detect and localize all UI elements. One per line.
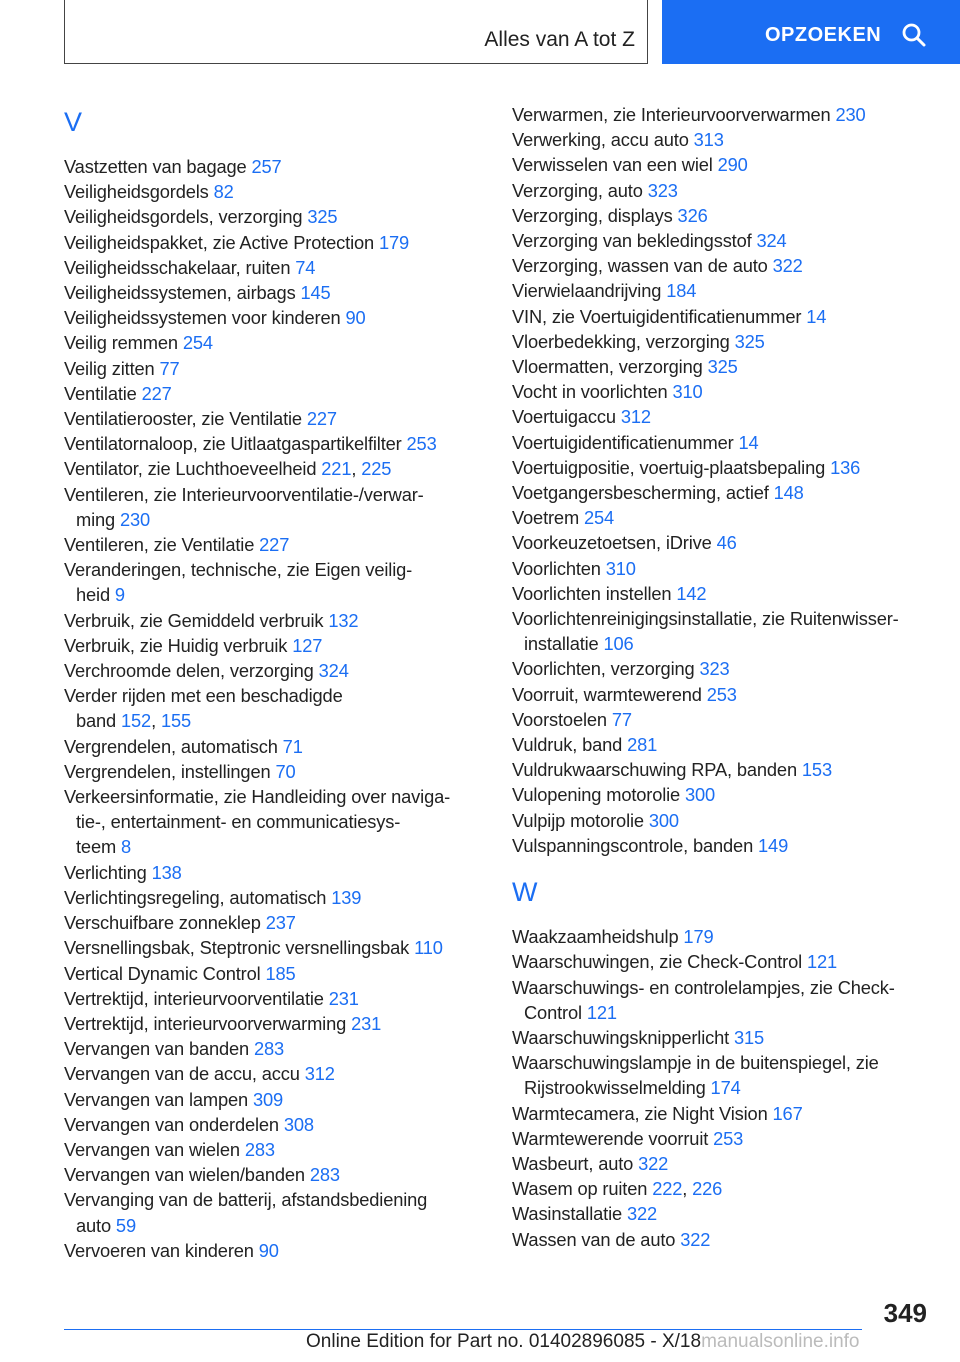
page-link[interactable]: 82 xyxy=(213,181,234,203)
index-entry xyxy=(512,924,932,949)
page-link[interactable]: 323 xyxy=(647,179,678,201)
index-entry-text: Veiligheidssystemen voor kinderen xyxy=(64,307,341,329)
index-entry xyxy=(512,354,932,379)
index-entry-text: Vervangen van lampen xyxy=(64,1088,249,1110)
page-link[interactable]: 71 xyxy=(282,735,303,757)
index-entry xyxy=(512,682,932,707)
index-entry-text: Voorlichten xyxy=(512,557,601,579)
index-entry-text: Vulopening motorolie xyxy=(512,784,681,806)
search-icon xyxy=(901,22,927,48)
page-link[interactable]: 300 xyxy=(685,784,716,806)
page-link[interactable]: 283 xyxy=(309,1164,340,1186)
index-entry xyxy=(64,784,484,860)
index-entry-text: Vocht in voorlichten xyxy=(512,381,668,403)
index-entry-text: Wasbeurt, auto xyxy=(512,1152,634,1174)
page-link[interactable]: 254 xyxy=(182,332,213,354)
index-entry-text: Voorstoelen xyxy=(512,708,607,730)
index-entry-text: Vergrendelen, instellingen xyxy=(64,760,271,782)
page-link[interactable]: 313 xyxy=(693,129,724,151)
index-entry xyxy=(64,154,484,179)
index-entry xyxy=(64,305,484,330)
page-link[interactable]: 323 xyxy=(699,658,730,680)
index-entry-text: Ventilatierooster, zie Ventilatie xyxy=(64,408,302,430)
index-entry xyxy=(512,1151,932,1176)
index-entry-text: Veiligheidspakket, zie Active Protection xyxy=(64,231,375,253)
section-letter: W xyxy=(512,877,538,908)
page-link[interactable]: 90 xyxy=(345,307,366,329)
index-entry xyxy=(512,732,932,757)
page-link[interactable]: 309 xyxy=(252,1088,284,1110)
page-link[interactable]: 310 xyxy=(605,557,636,579)
index-entry xyxy=(512,430,932,455)
header-title-box xyxy=(64,0,648,64)
index-entry-text: ming xyxy=(76,508,116,530)
page-link[interactable]: 254 xyxy=(583,507,615,529)
index-entry-text: Waarschuwingsknipperlicht xyxy=(512,1026,730,1048)
page-link[interactable]: 153 xyxy=(801,759,832,781)
page-link[interactable]: 253 xyxy=(713,1127,744,1149)
page-link[interactable]: 227 xyxy=(306,408,337,430)
page-link[interactable]: 110 xyxy=(414,937,443,959)
index-entry xyxy=(512,127,932,152)
index-entry-text: Waarschuwingslampje in de buitenspiegel, zie xyxy=(512,1052,879,1074)
index-entry-text: Verzorging, displays xyxy=(512,204,673,226)
page-link[interactable]: 326 xyxy=(677,204,708,226)
page-link[interactable]: 70 xyxy=(275,760,296,782)
index-entry xyxy=(64,1087,484,1112)
index-entry-text: installatie xyxy=(524,633,599,655)
index-entry-text: Vervoeren van kinderen xyxy=(64,1239,254,1261)
index-entry-text: Vervangen van banden xyxy=(64,1038,250,1060)
page-link[interactable]: 322 xyxy=(638,1152,669,1174)
page-link[interactable]: 145 xyxy=(300,282,331,304)
index-entry xyxy=(64,406,484,431)
index-entry xyxy=(512,1227,932,1252)
index-entry xyxy=(64,1112,484,1137)
index-entry-text: Veiligheidssystemen, airbags xyxy=(64,282,296,304)
index-entry-text: Verbruik, zie Huidig verbruik xyxy=(64,634,288,656)
index-entry xyxy=(64,356,484,381)
index-entry-text: Warmtecamera, zie Night Vision xyxy=(512,1102,768,1124)
page-link[interactable]: 14 xyxy=(806,305,827,327)
page-link[interactable]: 59 xyxy=(115,1214,136,1236)
index-entry-text: teem xyxy=(76,836,117,858)
index-entry xyxy=(512,707,932,732)
index-column-left xyxy=(64,102,484,1263)
index-entry-text: Vergrendelen, automatisch xyxy=(64,735,278,757)
page-link[interactable]: 325 xyxy=(707,356,738,378)
page-link[interactable]: 167 xyxy=(772,1102,803,1124)
index-entry-text: Voetrem xyxy=(512,507,580,529)
index-entry xyxy=(64,280,484,305)
index-entry-text: Vloermatten, verzorging xyxy=(512,356,703,378)
page-link[interactable]: 174 xyxy=(710,1077,741,1099)
page-link[interactable]: 230 xyxy=(119,508,151,530)
page-link[interactable]: 290 xyxy=(717,154,748,176)
index-entry-text: Rijstrookwisselmelding xyxy=(524,1077,706,1099)
page-link[interactable]: 139 xyxy=(331,886,362,908)
index-entry xyxy=(64,658,484,683)
page-link[interactable]: 230 xyxy=(835,104,866,125)
index-entry-text: Control xyxy=(524,1001,582,1023)
page-link[interactable]: 179 xyxy=(683,926,714,948)
index-entry xyxy=(64,532,484,557)
index-entry-text: Verzorging, wassen van de auto xyxy=(512,255,768,277)
page-link[interactable]: 312 xyxy=(620,406,651,428)
index-entry-text: Verzorging, auto xyxy=(512,179,643,201)
page-link[interactable]: 185 xyxy=(265,962,296,984)
header-title: Alles van A tot Z xyxy=(484,28,635,51)
index-entry-text: Vuldruk, band xyxy=(512,734,623,756)
index-entry-text: Ventilatornaloop, zie Uitlaatgaspartikelfilter xyxy=(64,433,402,455)
index-entry-text: Vulspanningscontrole, banden xyxy=(512,834,754,856)
index-entry-text: Vervangen van wielen xyxy=(64,1138,240,1160)
index-entry-text: Waarschuwings- en controlelampjes, zie Check- xyxy=(512,976,895,998)
index-entry-text: Vierwielaandrijving xyxy=(512,280,662,302)
page-link[interactable]: 226 xyxy=(692,1178,723,1200)
index-entry xyxy=(512,757,932,782)
page-link[interactable]: 184 xyxy=(666,280,697,302)
page-link[interactable]: 315 xyxy=(734,1026,765,1048)
index-column-right xyxy=(512,102,932,1252)
index-entry xyxy=(64,330,484,355)
index-entry xyxy=(64,1162,484,1187)
index-entry-text: Wasinstallatie xyxy=(512,1203,622,1225)
index-entry-text: tie-, entertainment- en communicatiesys- xyxy=(76,811,401,833)
index-entry xyxy=(64,633,484,658)
index-entry xyxy=(512,304,932,329)
index-entry-text: Vervanging van de batterij, afstandsbediening xyxy=(64,1189,428,1211)
page-link[interactable]: 322 xyxy=(772,255,803,277)
index-entry: Wasem op ruiten 222, 226 xyxy=(512,1178,723,1200)
page-link[interactable]: 225 xyxy=(361,458,392,480)
index-entry xyxy=(512,949,932,974)
index-entry-text: Veilig zitten xyxy=(64,357,155,379)
index-entry xyxy=(64,860,484,885)
index-entry xyxy=(64,1061,484,1086)
index-entry-text: Voorlichtenreinigingsinstallatie, zie Ruitenwisser- xyxy=(512,608,899,630)
page-link[interactable]: 283 xyxy=(244,1138,275,1160)
index-entry xyxy=(64,255,484,280)
index-entry-text: Voorruit, warmtewerend xyxy=(512,683,702,705)
index-entry-text: Verwarmen, zie Interieurvoorverwarmen xyxy=(512,104,831,125)
index-entry xyxy=(512,329,932,354)
index-entry-text: Warmtewerende voorruit xyxy=(512,1127,709,1149)
page-link[interactable]: 308 xyxy=(283,1113,314,1135)
page-link[interactable]: 74 xyxy=(295,256,316,278)
page-link[interactable]: 231 xyxy=(351,1012,382,1034)
index-entry-text: Voertuigidentificatienummer xyxy=(512,431,734,453)
footer-watermark: manualsonline.info xyxy=(701,1331,860,1352)
index-entry xyxy=(512,102,932,127)
page-link[interactable]: 138 xyxy=(151,861,182,883)
index-entry-text: Vertrektijd, interieurvoorverwarming xyxy=(64,1012,347,1034)
page-link[interactable]: 227 xyxy=(141,382,172,404)
section-letter: V xyxy=(64,107,83,137)
index-entry xyxy=(512,1101,932,1126)
page-link[interactable]: 121 xyxy=(586,1001,617,1023)
index-entry-text: VIN, zie Voertuigidentificatienummer xyxy=(512,305,802,327)
index-entry xyxy=(512,530,932,555)
page-link[interactable]: 77 xyxy=(159,357,180,379)
index-entry-text: Ventilatie xyxy=(64,382,137,404)
index-entry xyxy=(512,480,932,505)
index-entry-text: Vervangen van wielen/banden xyxy=(64,1164,305,1186)
index-entry xyxy=(64,557,484,607)
index-entry: Ventilator, zie Luchthoeveelheid 221, 225 xyxy=(64,458,392,480)
index-entry xyxy=(512,1126,932,1151)
index-entry: Verder rijden met een beschadigde band 152, 155 xyxy=(64,685,343,732)
index-entry xyxy=(64,381,484,406)
index-entry xyxy=(512,178,932,203)
index-entry-text: band xyxy=(76,710,117,732)
index-entry-text: Veilig remmen xyxy=(64,332,178,354)
index-entry xyxy=(64,986,484,1011)
index-entry-text: Verbruik, zie Gemiddeld verbruik xyxy=(64,609,324,631)
index-entry xyxy=(64,961,484,986)
index-entry-text: Vloerbedekking, verzorging xyxy=(512,330,730,352)
page-link[interactable]: 312 xyxy=(304,1063,335,1085)
page-link[interactable]: 8 xyxy=(120,836,132,858)
footer xyxy=(306,1331,860,1353)
page-link[interactable]: 106 xyxy=(603,633,634,655)
page-link[interactable]: 148 xyxy=(773,482,804,504)
index-entry xyxy=(64,608,484,633)
index-entry-text: Verwisselen van een wiel xyxy=(512,154,713,176)
index-entry xyxy=(64,910,484,935)
index-entry xyxy=(64,230,484,255)
page-link[interactable]: 227 xyxy=(259,534,290,556)
index-entry-text: Voertuigaccu xyxy=(512,406,616,428)
page-link[interactable]: 9 xyxy=(114,584,125,606)
index-entry xyxy=(512,1025,932,1050)
page-link[interactable]: 300 xyxy=(648,809,679,831)
index-entry xyxy=(64,1036,484,1061)
index-entry-text: Vulpijp motorolie xyxy=(512,809,644,831)
index-entry-text: Waarschuwingen, zie Check-Control xyxy=(512,951,803,973)
index-entry xyxy=(512,1050,932,1100)
page-link[interactable]: 152 xyxy=(121,710,152,732)
page-link[interactable]: 46 xyxy=(716,532,737,554)
index-entry xyxy=(512,556,932,581)
index-entry-text: Verchroomde delen, verzorging xyxy=(64,660,314,682)
page-link[interactable]: 253 xyxy=(706,683,737,705)
page-link[interactable]: 231 xyxy=(328,987,359,1009)
index-entry xyxy=(512,782,932,807)
page-link[interactable]: 179 xyxy=(378,231,410,253)
footer-divider xyxy=(64,1329,862,1330)
index-entry xyxy=(512,278,932,303)
index-entry-text: Verzorging van bekledingsstof xyxy=(512,230,752,252)
page-link[interactable]: 325 xyxy=(307,206,338,228)
index-entry-text: Ventileren, zie Interieurvoorventilatie-/verwar- xyxy=(64,483,424,505)
page-link[interactable]: 14 xyxy=(738,431,759,453)
page-link[interactable]: 322 xyxy=(626,1203,657,1225)
index-entry xyxy=(512,581,932,606)
index-entry-text: Vertical Dynamic Control xyxy=(64,962,261,984)
index-entry xyxy=(64,1137,484,1162)
index-entry xyxy=(64,204,484,229)
index-entry-text: Waakzaamheidshulp xyxy=(512,926,679,948)
index-entry-text: Verder rijden met een beschadigde xyxy=(64,685,343,707)
index-entry-text: Veiligheidsgordels xyxy=(64,181,209,203)
page-link[interactable]: 257 xyxy=(251,156,282,177)
page-link[interactable]: 155 xyxy=(160,710,191,732)
index-entry xyxy=(64,935,484,960)
index-entry-text: Vervangen van de accu, accu xyxy=(64,1063,300,1085)
page-link[interactable]: 237 xyxy=(265,912,296,934)
search-button[interactable] xyxy=(662,0,960,64)
index-entry xyxy=(512,152,932,177)
index-entry xyxy=(64,179,484,204)
index-entry xyxy=(512,228,932,253)
index-entry-text: Voorlichten instellen xyxy=(512,582,672,604)
index-entry-text: Verlichting xyxy=(64,861,147,883)
index-entry xyxy=(64,1238,484,1263)
index-entry-text: Verschuifbare zonneklep xyxy=(64,912,261,934)
page-link[interactable]: 310 xyxy=(672,381,703,403)
page-link[interactable]: 136 xyxy=(830,456,861,478)
index-entry xyxy=(512,203,932,228)
search-button-label: OPZOEKEN xyxy=(765,23,882,46)
index-entry xyxy=(512,455,932,480)
index-entry-text: Ventilator, zie Luchthoeveelheid xyxy=(64,458,317,480)
index-entry-text: Versnellingsbak, Steptronic versnellingsbak xyxy=(64,937,410,959)
index-entry-text: Verkeersinformatie, zie Handleiding over naviga- xyxy=(64,786,451,808)
page-number: 349 xyxy=(883,1298,927,1328)
index-entry-text: Verwerking, accu auto xyxy=(512,129,689,151)
index-entry-text: auto xyxy=(76,1214,111,1236)
page-link[interactable]: 324 xyxy=(318,660,349,682)
page-link[interactable]: 121 xyxy=(806,951,838,973)
page-link[interactable]: 221 xyxy=(321,458,352,480)
index-entry-text: Vastzetten van bagage xyxy=(64,156,247,177)
index-entry xyxy=(512,505,932,530)
index-entry-text: Veiligheidsschakelaar, ruiten xyxy=(64,256,291,278)
index-entry-text: Voertuigpositie, voertuig-plaatsbepaling xyxy=(512,456,826,478)
page-link[interactable]: 149 xyxy=(758,834,789,856)
index-entry-text: Verlichtingsregeling, automatisch xyxy=(64,886,327,908)
index-entry xyxy=(512,606,932,656)
index-entry xyxy=(64,482,484,532)
index-entry xyxy=(512,379,932,404)
index-entry xyxy=(512,1201,932,1226)
index-entry-text: Vuldrukwaarschuwing RPA, banden xyxy=(512,759,797,781)
index-entry xyxy=(64,431,484,456)
page-link[interactable]: 322 xyxy=(680,1228,711,1250)
footer-text: Online Edition for Part no. 01402896085 - X/18 xyxy=(306,1331,702,1352)
index-entry-text: Voetgangersbescherming, actief xyxy=(512,482,769,504)
index-entry-text: Ventileren, zie Ventilatie xyxy=(64,534,255,556)
index-entry-text: Veranderingen, technische, zie Eigen veilig- xyxy=(64,559,413,581)
index-entry-text: Vervangen van onderdelen xyxy=(64,1113,279,1135)
index-entry xyxy=(512,656,932,681)
page-link[interactable]: 283 xyxy=(254,1038,285,1060)
page-link[interactable]: 132 xyxy=(328,609,359,631)
index-entry xyxy=(64,885,484,910)
page-link[interactable]: 325 xyxy=(734,330,765,352)
index-entry xyxy=(512,975,932,1025)
index-entry-text: Wassen van de auto xyxy=(512,1228,676,1250)
page-link[interactable]: 127 xyxy=(292,634,323,656)
index-entry xyxy=(64,734,484,759)
page-link[interactable]: 142 xyxy=(676,582,707,604)
index-entry xyxy=(512,833,932,858)
index-entry xyxy=(64,1011,484,1036)
index-entry-text: Voorlichten, verzorging xyxy=(512,658,695,680)
index-entry xyxy=(64,759,484,784)
page-link[interactable]: 222 xyxy=(652,1178,683,1200)
index-entry xyxy=(64,1187,484,1237)
index-entry-text: Vertrektijd, interieurvoorventilatie xyxy=(64,987,324,1009)
page-link[interactable]: 281 xyxy=(627,734,658,756)
index-entry-text: Voorkeuzetoetsen, iDrive xyxy=(512,532,712,554)
index-entry xyxy=(512,404,932,429)
index-entry-text: Veiligheidsgordels, verzorging xyxy=(64,206,303,228)
page-link[interactable]: 90 xyxy=(258,1239,279,1261)
index-entry-text: Wasem op ruiten xyxy=(512,1178,648,1200)
index-entry xyxy=(512,253,932,278)
page-link[interactable]: 77 xyxy=(611,708,632,730)
page-link[interactable]: 324 xyxy=(756,230,787,252)
index-entry xyxy=(512,808,932,833)
index-entry-text: heid xyxy=(76,584,110,606)
page-link[interactable]: 253 xyxy=(406,433,437,455)
